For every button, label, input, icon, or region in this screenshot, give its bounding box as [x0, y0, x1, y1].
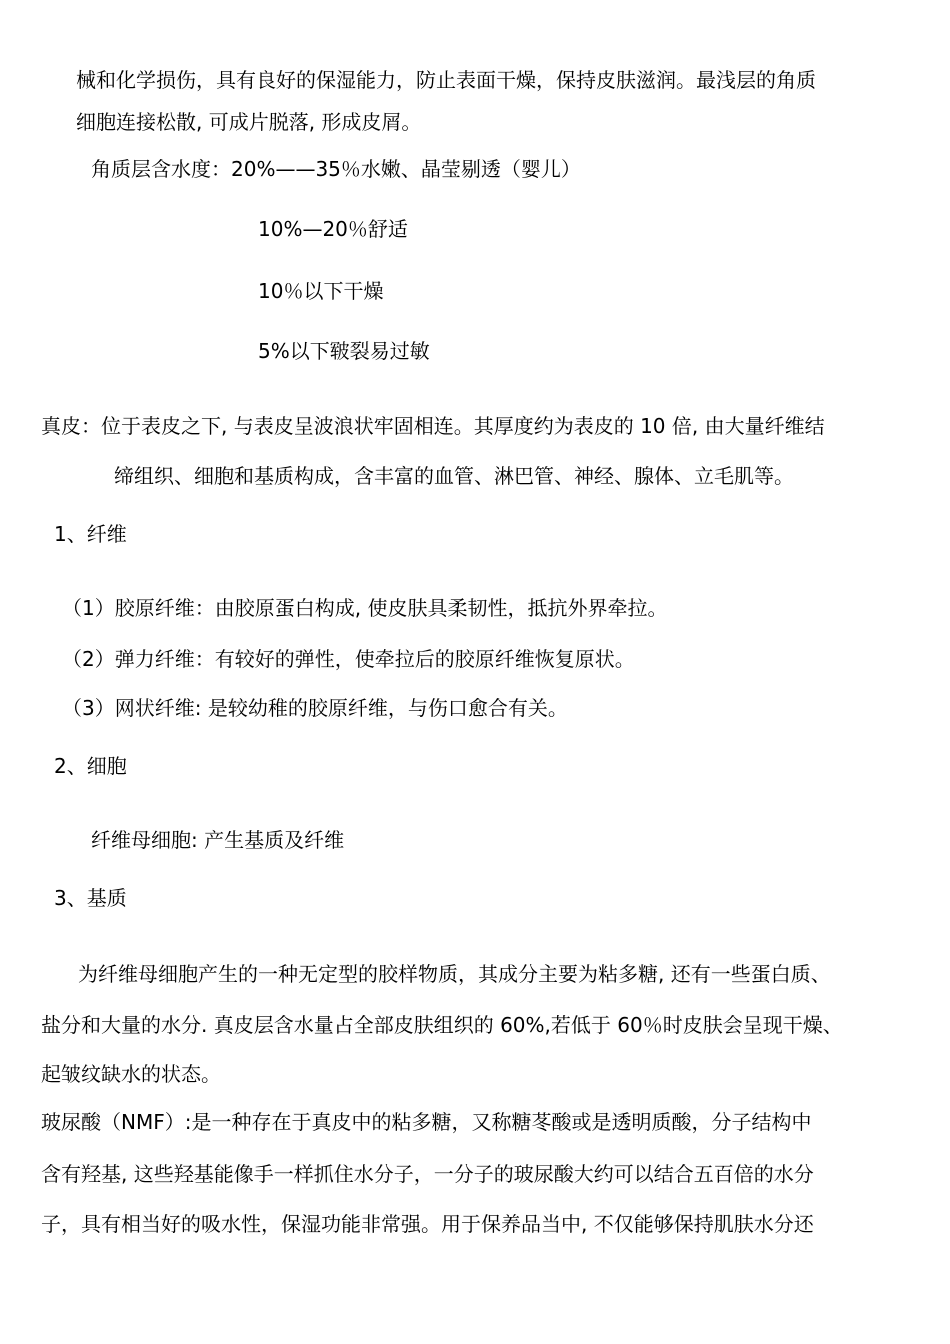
section-heading: 3、基质	[54, 886, 127, 910]
paragraph-line: 真皮：位于表皮之下, 与表皮呈波浪状牢固相连。其厚度约为表皮的 10 倍, 由大量纤维结	[41, 414, 825, 438]
section-heading: 1、纤维	[54, 522, 127, 546]
paragraph-line: 含有羟基, 这些羟基能像手一样抓住水分子，一分子的玻尿酸大约可以结合五百倍的水分	[41, 1162, 814, 1186]
list-item: 5%以下皲裂易过敏	[258, 339, 430, 363]
paragraph-line: 为纤维母细胞产生的一种无定型的胶样物质，其成分主要为粘多糖, 还有一些蛋白质、	[78, 962, 831, 986]
paragraph-line: 械和化学损伤，具有良好的保湿能力，防止表面干燥，保持皮肤滋润。最浅层的角质	[76, 68, 816, 92]
list-item: （2）弹力纤维：有较好的弹性，使牵拉后的胶原纤维恢复原状。	[62, 647, 635, 671]
list-item: 10％以下干燥	[258, 279, 384, 303]
paragraph-line: 起皱纹缺水的状态。	[41, 1062, 221, 1086]
section-heading: 2、细胞	[54, 754, 127, 778]
paragraph-line: 细胞连接松散, 可成片脱落, 形成皮屑。	[76, 110, 422, 134]
list-item: （1）胶原纤维：由胶原蛋白构成, 使皮肤具柔韧性，抵抗外界牵拉。	[62, 596, 668, 620]
list-item: 10%—20％舒适	[258, 217, 408, 241]
list-item: 角质层含水度：20%——35％水嫩、晶莹剔透（婴儿）	[91, 157, 581, 181]
paragraph-line: 盐分和大量的水分. 真皮层含水量占全部皮肤组织的 60%,若低于 60％时皮肤会呈现干燥、	[41, 1013, 843, 1037]
list-item: 纤维母细胞: 产生基质及纤维	[91, 828, 345, 852]
paragraph-line: 玻尿酸（NMF）:是一种存在于真皮中的粘多糖，又称糖苳酸或是透明质酸，分子结构中	[41, 1110, 812, 1134]
paragraph-line: 缔组织、细胞和基质构成，含丰富的血管、淋巴管、神经、腺体、立毛肌等。	[114, 464, 794, 488]
list-item: （3）网状纤维: 是较幼稚的胶原纤维，与伤口愈合有关。	[62, 696, 568, 720]
paragraph-line: 子，具有相当好的吸水性，保湿功能非常强。用于保养品当中, 不仅能够保持肌肤水分还	[41, 1212, 814, 1236]
